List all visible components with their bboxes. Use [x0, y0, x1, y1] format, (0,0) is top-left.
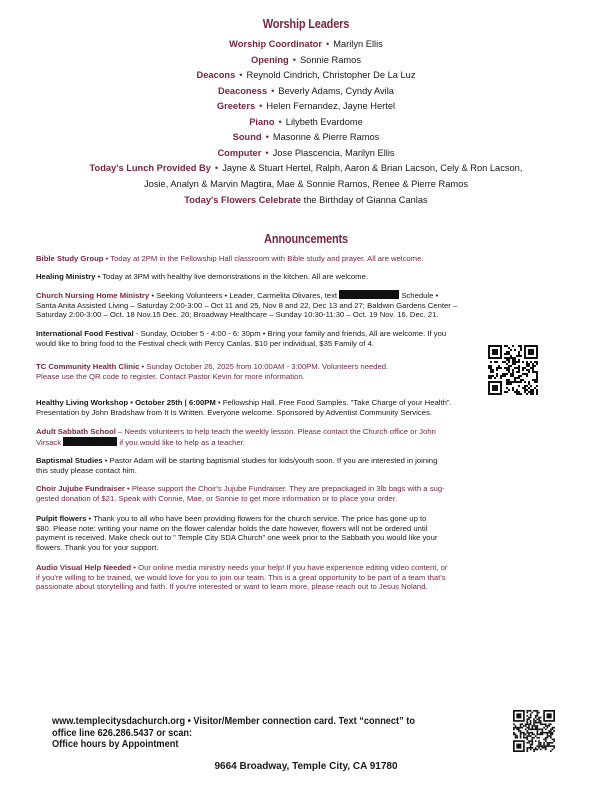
church-address: 9664 Broadway, Temple City, CA 91780	[214, 761, 398, 772]
announcement-text: • Pastor Adam will be starting baptismal studies for kids/youth soon. If you are interested in joining	[102, 456, 438, 465]
announcement-heading: Healing Ministry	[36, 272, 96, 281]
announcement-heading: Church Nursing Home Ministry	[36, 291, 150, 300]
lunch-role: Today's Lunch Provided By	[89, 163, 211, 173]
footer-line: office line 626.286.5437 or scan:	[52, 727, 193, 739]
bullet: •	[259, 101, 263, 111]
announcement-text: Saturday 2:00-3:00 – Oct. 18 Nov.15 Dec. 20; Broadway Healthcare – Sunday 10:30-11:30 – Oct. 19 Nov. 16. Dec. 21.	[36, 310, 439, 320]
announcement-text: • Today at 3PM with healthy live demonstrations in the kitchen. All are welcome.	[95, 272, 368, 281]
audio-visual-announcement	[36, 563, 576, 592]
announcement-heading: Audio Visual Help Needed	[36, 563, 132, 572]
bullet: •	[271, 85, 275, 96]
nursing-home-announcement	[36, 290, 576, 320]
bullet: •	[292, 54, 296, 65]
bullet: •	[265, 132, 269, 142]
announcement-text: passionate about storytelling and faith. If you're interested or want to learn more, please reach out to Jesus Noland.	[36, 582, 428, 592]
announcement-text: • Sunday October 26, 2025 from 10:00AM - 3:00PM. Volunteers needed.	[139, 362, 389, 371]
leader-role: Opening	[251, 54, 289, 65]
footer-line: www.templecitysdachurch.org • Visitor/Member connection card. Text “connect” to	[52, 716, 415, 727]
healing-ministry-announcement	[36, 272, 576, 282]
health-clinic-announcement	[36, 362, 491, 381]
bullet: •	[265, 147, 269, 158]
leader-names: Beverly Adams, Cyndy Avila	[278, 85, 394, 96]
announcement-heading: Pulpit flowers	[36, 514, 87, 523]
leader-row	[0, 69, 612, 81]
redacted-phone	[339, 290, 399, 299]
announcement-text: Virsack	[36, 437, 64, 447]
announcement-text: gested donation of $21. Speak with Connie, Mae, or Sonnie to get more information or to place your order.	[36, 493, 398, 503]
leader-row	[0, 54, 612, 66]
bullet: •	[239, 70, 243, 80]
bullet: •	[278, 116, 282, 127]
announcement-heading: Adult Sabbath School	[36, 427, 116, 436]
leader-names: Lilybeth Evardome	[285, 116, 363, 127]
leader-role: Piano	[249, 116, 275, 127]
footer-contact	[52, 716, 415, 751]
qr-code-connection-card-icon	[513, 710, 555, 752]
announcement-text: if you're willing to be trained, we would love for you to join our team. This is a great opportunity to be part of a team that's	[36, 572, 446, 582]
announcement-text: • Seeking Volunteers • Leader, Carmelita Olivares, text	[149, 291, 338, 300]
announcement-text: • Fellowship Hall. Free Food Samples. "Take Charge of your Health".	[215, 398, 452, 407]
leader-names: Jose Plascencia, Marilyn Ellis	[272, 147, 395, 158]
lunch-names-line1: Jayne & Stuart Hertel, Ralph, Aaron & Brian Lacson, Cely & Ron Lacson,	[222, 163, 523, 173]
leader-row	[0, 131, 612, 143]
announcement-text: $80. Please note: writing your name on the flower calendar holds the date however, flowers will not be ordered until	[36, 523, 428, 533]
leader-role: Deaconess	[218, 85, 268, 96]
qr-code-icon[interactable]	[513, 710, 555, 752]
footer-line: Office hours by Appointment	[52, 739, 179, 750]
flowers-row	[0, 194, 612, 206]
announcement-text: Schedule •	[399, 291, 439, 300]
announcement-text: • Please support the Choir's Jujube Fundraiser. They are prepackaged in 3lb bags with a sug-	[124, 484, 445, 493]
announcement-text: Santa Anita Assisted Living – Saturday 2:00-3:00 – Oct 11 and 25, Nov 8 and 22, Dec 13 and 27; Baldwin Gardens Center –	[36, 300, 458, 310]
qr-code-health-clinic-icon	[488, 345, 538, 395]
bible-study-announcement	[36, 254, 576, 264]
choir-fundraiser-announcement	[36, 484, 576, 503]
leader-names: Helen Fernandez, Jayne Hertel	[266, 101, 396, 111]
announcement-heading: TC Community Health Clinic	[36, 362, 140, 371]
flowers-text: the Birthday of Gianna Canlas	[303, 194, 428, 205]
leader-row	[0, 116, 612, 128]
leader-names: Reynold Cindrich, Christopher De La Luz	[246, 70, 416, 80]
leader-row	[0, 85, 612, 97]
announcement-heading: Bible Study Group	[36, 254, 104, 263]
leader-role: Deacons	[196, 70, 236, 80]
announcement-text: would like to bring food to the Festival check with Percy Canlas. $10 per individual, $35 Family of 4.	[36, 338, 374, 348]
pulpit-flowers-announcement	[36, 514, 576, 552]
announcement-text: if you would like to help as a teacher.	[117, 437, 245, 447]
leader-role: Computer	[217, 147, 262, 158]
announcement-text: this study please contact him.	[36, 465, 137, 475]
healthy-living-announcement	[36, 398, 576, 417]
redacted-phone	[63, 437, 117, 446]
leader-row	[0, 38, 612, 50]
lunch-row	[0, 162, 612, 174]
leader-names: Marilyn Ellis	[333, 39, 383, 49]
announcement-heading: International Food Festival	[36, 329, 134, 338]
leader-names: Sonnie Ramos	[299, 54, 361, 65]
announcement-heading: Choir Jujube Fundraiser	[36, 484, 125, 493]
qr-code-icon[interactable]	[488, 345, 538, 395]
announcement-text: • Today at 2PM in the Fellowship Hall classroom with Bible study and prayer. All are welcome.	[103, 254, 424, 263]
leader-role: Sound	[232, 132, 262, 142]
adult-sabbath-school-announcement	[36, 427, 576, 447]
leader-role: Greeters	[216, 101, 256, 111]
leader-row	[0, 100, 612, 112]
baptismal-studies-announcement	[36, 456, 576, 475]
announcement-heading: Baptismal Studies	[36, 456, 103, 465]
announcement-text: - Sunday, October 5 - 4:00 - 6: 30pm • Bring your family and friends, All are welcome. If you	[133, 329, 447, 338]
leader-row	[0, 147, 612, 159]
bullet: •	[325, 39, 330, 49]
leader-role: Worship Coordinator	[229, 39, 322, 49]
announcement-heading: Healthy Living Workshop • October 25th | 6:00PM	[36, 398, 216, 407]
announcement-text: Please use the QR code to register. Contact Pastor Kevin for more information.	[36, 371, 305, 381]
announcement-text: – Needs volunteers to help teach the weekly lesson. Please contact the Church office or John	[115, 427, 436, 436]
announcement-text: • Thank you to all who have been providing flowers for the church service. The price has gone up to	[86, 514, 427, 523]
announcement-text: • Our online media ministry needs your help! If you have experience editing video content, or	[131, 563, 448, 572]
announcement-text: Presentation by John Bradshaw from It Is Written. Everyone welcome. Sponsored by Adventist Community Services.	[36, 407, 432, 417]
worship-leaders-title: Worship Leaders	[262, 17, 350, 31]
bullet: •	[214, 163, 219, 173]
announcement-text: payment is received. Make check out to " Temple City SDA Church" one week prior to the Sabbath you would like your	[36, 533, 438, 543]
announcement-text: flowers. Thank you for your support.	[36, 542, 159, 552]
announcements-title: Announcements	[264, 232, 348, 246]
leader-names: Masonne & Pierre Ramos	[272, 132, 380, 142]
flowers-role: Today's Flowers Celebrate	[184, 194, 302, 205]
lunch-names-line2: Josie, Analyn & Marvin Magtira, Mae & Sonnie Ramos, Renee & Pierre Ramos	[144, 179, 468, 189]
